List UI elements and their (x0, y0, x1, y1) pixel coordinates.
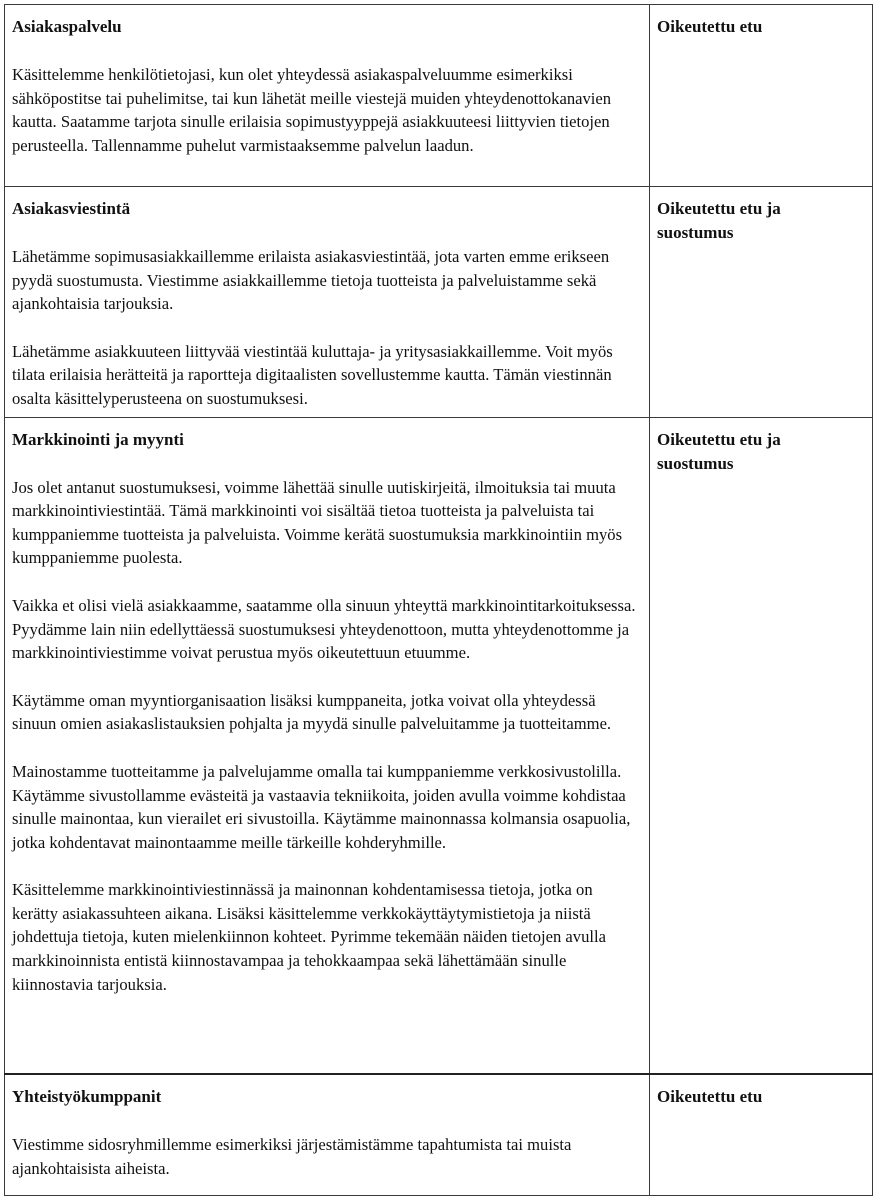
purpose-heading: Asiakaspalvelu (12, 17, 122, 36)
legal-basis-label: Oikeutettu etu (657, 1087, 763, 1107)
purpose-heading: Asiakasviestintä (12, 199, 131, 218)
purpose-paragraph: Jos olet antanut suostumuksesi, voimme lähettää sinulle uutiskirjeitä, ilmoituksia tai muuta markkinointiviestintää. Tämä markkinointi voi sisältää tietoa tuotteista ja palveluista tai kumppaniemme tuotteista ja palveluista. Voimme kerätä suostumuksia markkinointiin myös kumppaniemme puolesta. (12, 477, 623, 568)
table-row-customer-communication (5, 187, 873, 418)
table-row-marketing-and-sales (5, 417, 873, 1074)
purpose-paragraph: Lähetämme sopimusasiakkaillemme erilaista asiakasviestintää, jota varten emme erikseen pyydä suostumusta. Viestimme asiakkaillemme tietoja tuotteista ja palveluistamme sekä ajankohtaisia tarjouksia. (12, 247, 610, 314)
purpose-cell (5, 187, 650, 418)
legal-basis-label: Oikeutettu etu ja suostumus (657, 429, 781, 473)
purpose-paragraph: Mainostamme tuotteitamme ja palvelujamme omalla tai kumppaniemme verkkosivustolilla. Käytämme sivustollamme evästeitä ja vastaavia tekniikoita, joiden avulla voimme kohdistaa sinulle mainontaa, kun vierailet eri sivustoilla. Käytämme mainonnassa kolmansia osapuolia, jotka kohdentavat mainontaamme meille tärkeille kohderyhmille. (12, 761, 631, 852)
legal-basis-cell (650, 1074, 873, 1195)
processing-purposes-table (4, 4, 873, 1196)
purpose-paragraph: Vaikka et olisi vielä asiakkaamme, saatamme olla sinuun yhteyttä markkinointitarkoituksessa. Pyydämme lain niin edellyttäessä suostumuksesi yhteydenottoon, mutta yhteydenottomme ja markkinointiviestimme voivat perustua myös oikeutettuun etuumme. (12, 595, 636, 663)
legal-basis-cell (650, 187, 873, 418)
purpose-cell (5, 417, 650, 1074)
purpose-heading: Markkinointi ja myynti (12, 429, 184, 449)
table-row-partners (5, 1074, 873, 1195)
purpose-heading: Yhteistyökumppanit (12, 1087, 162, 1107)
purpose-paragraph: Käsittelemme markkinointiviestinnässä ja mainonnan kohdentamisessa tietoja, jotka on kerätty asiakassuhteen aikana. Lisäksi käsittelemme verkkokäyttäytymistietoja ja niistä johdettuja tietoja, kuten mielenkiinnon kohteet. Pyrimme tekemään näiden tietojen avulla markkinoinnista entistä kiinnostavampaa ja tehokkaampaa sekä lähettämään sinulle kiinnostavia tarjouksia. (12, 880, 606, 994)
purpose-paragraph: Lähetämme asiakkuuteen liittyvää viestintää kuluttaja- ja yritysasiakkaillemme. Voit myös tilata erilaisia herätteitä ja raportteja digitaalisten sovellustemme kautta. Tämän viestinnän osalta käsittelyperusteena on suostumuksesi. (12, 341, 613, 408)
purpose-cell (5, 5, 650, 187)
table-row-customer-service (5, 5, 873, 187)
purpose-paragraph: Käsittelemme henkilötietojasi, kun olet yhteydessä asiakaspalveluumme esimerkiksi sähköpostitse tai puhelimitse, tai kun lähetät meille viestejä muiden yhteydenottokanavien kautta. Saatamme tarjota sinulle erilaisia sopimustyyppejä asiakkuuteesi liittyvien tietojen perusteella. Tallennamme puhelut varmistaaksemme palvelun laadun. (12, 65, 612, 155)
purpose-paragraph: Viestimme sidosryhmillemme esimerkiksi järjestämistämme tapahtumista tai muista ajankohtaisista aiheista. (12, 1135, 572, 1178)
legal-basis-cell (650, 417, 873, 1074)
legal-basis-label: Oikeutettu etu ja suostumus (657, 199, 781, 242)
legal-basis-label: Oikeutettu etu (657, 17, 763, 36)
purpose-paragraph: Käytämme oman myyntiorganisaation lisäksi kumppaneita, jotka voivat olla yhteydessä sinuun omien asiakaslistauksien pohjalta ja myydä sinulle palveluitamme ja tuotteitamme. (12, 690, 612, 734)
legal-basis-cell (650, 5, 873, 187)
purpose-cell (5, 1074, 650, 1195)
